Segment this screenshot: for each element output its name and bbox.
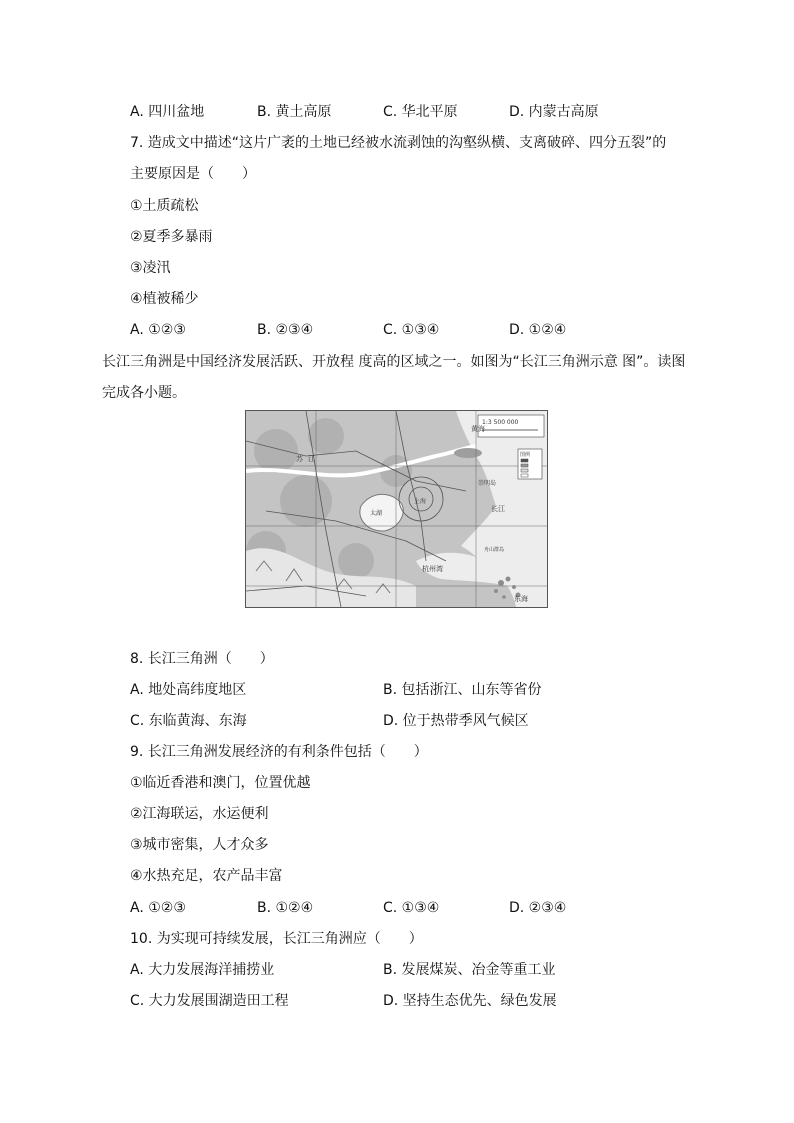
yangtze-delta-map xyxy=(245,410,548,608)
q9-item-1: ①临近香港和澳门，位置优越 xyxy=(130,775,311,791)
q6-option-c: C. 华北平原 xyxy=(383,104,458,120)
map-label-shanghai: 上海 xyxy=(414,498,427,505)
map-label-hangzhouwan: 杭州湾 xyxy=(422,565,443,573)
map-label-su: 苏 xyxy=(296,455,303,463)
q9-option-d: D. ②③④ xyxy=(509,900,567,916)
q9-option-a: A. ①②③ xyxy=(130,900,186,916)
q7-item-2: ②夏季多暴雨 xyxy=(130,229,213,245)
q9-option-b: B. ①②④ xyxy=(257,900,314,916)
q10-option-d: D. 坚持生态优先、绿色发展 xyxy=(383,993,557,1009)
map-scale-text: 1:3 500 000 xyxy=(482,419,519,426)
q8-option-a: A. 地处高纬度地区 xyxy=(130,682,247,698)
q8-option-c: C. 东临黄海、东海 xyxy=(130,713,247,729)
q9-item-2: ②江海联运，水运便利 xyxy=(130,806,269,822)
q8-option-d: D. 位于热带季风气候区 xyxy=(383,713,529,729)
q7-option-c: C. ①③④ xyxy=(383,322,440,338)
q9-option-c: C. ①③④ xyxy=(383,900,440,916)
q8-stem: 8. 长江三角洲（ ） xyxy=(130,651,274,667)
q7-stem-line1: 7. 造成文中描述“这片广袤的土地已经被水流剥蚀的沟壑纵横、支离破碎、四分五裂”的 xyxy=(130,135,667,151)
q9-stem: 9. 长江三角洲发展经济的有利条件包括（ ） xyxy=(130,744,428,760)
q10-option-c: C. 大力发展围湖造田工程 xyxy=(130,993,289,1009)
q9-item-4: ④水热充足，农产品丰富 xyxy=(130,868,283,884)
q7-item-4: ④植被稀少 xyxy=(130,291,199,307)
intro-line2: 完成各小题。 xyxy=(102,385,186,401)
q10-option-b: B. 发展煤炭、冶金等重工业 xyxy=(383,962,556,978)
q7-item-3: ③凌汛 xyxy=(130,260,171,276)
map-label-donghai: 东海 xyxy=(514,595,528,603)
q6-option-a: A. 四川盆地 xyxy=(130,104,205,120)
map-label-jiang: 江 xyxy=(308,455,315,463)
q7-item-1: ①土质疏松 xyxy=(130,198,199,214)
map-label-chongming: 崇明岛 xyxy=(478,480,497,487)
q7-stem-line2: 主要原因是（ ） xyxy=(130,166,256,182)
intro-line1: 长江三角洲是中国经济发展活跃、开放程 度高的区域之一。如图为“长江三角洲示意 图”。读图 xyxy=(102,354,686,370)
map-label-huanghai: 黄海 xyxy=(471,425,485,433)
q9-item-3: ③城市密集，人才众多 xyxy=(130,837,269,853)
q7-option-a: A. ①②③ xyxy=(130,322,186,338)
map-legend-title: 图例 xyxy=(520,452,531,458)
q10-stem: 10. 为实现可持续发展，长江三角洲应（ ） xyxy=(130,931,423,947)
map-label-zhoushan: 舟山群岛 xyxy=(484,547,505,553)
q10-option-a: A. 大力发展海洋捕捞业 xyxy=(130,962,275,978)
q6-option-d: D. 内蒙古高原 xyxy=(509,104,599,120)
map-label-taihu: 太湖 xyxy=(370,510,383,517)
q7-option-b: B. ②③④ xyxy=(257,322,314,338)
q7-option-d: D. ①②④ xyxy=(509,322,567,338)
map-label-yangtze: 长江 xyxy=(491,505,505,513)
q6-option-b: B. 黄土高原 xyxy=(257,104,332,120)
q8-option-b: B. 包括浙江、山东等省份 xyxy=(383,682,542,698)
